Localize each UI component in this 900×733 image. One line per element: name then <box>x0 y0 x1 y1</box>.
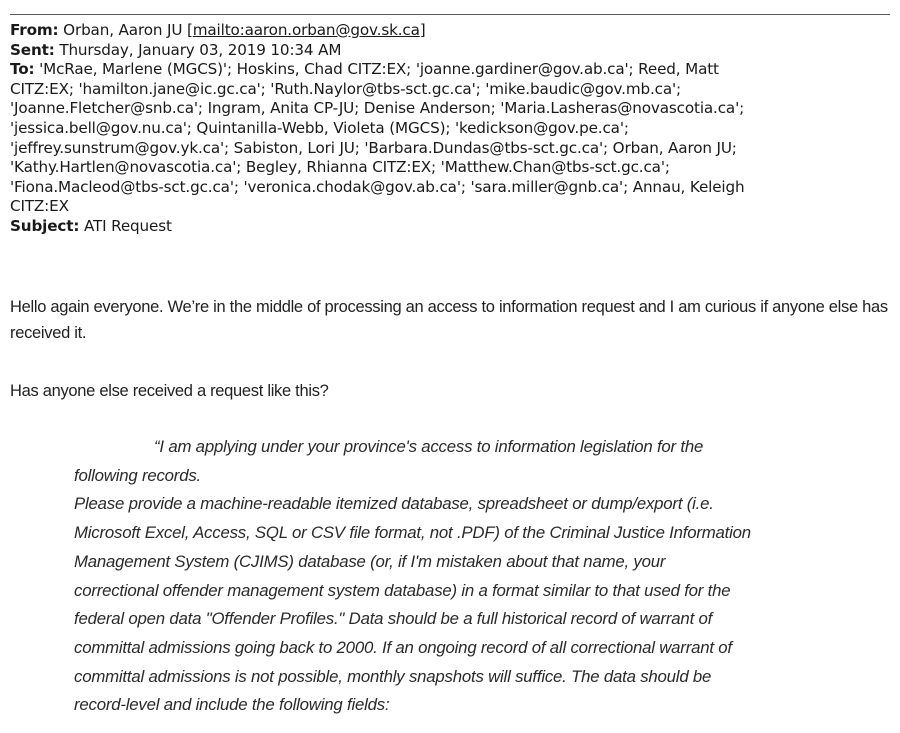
header-divider <box>10 14 890 15</box>
from-row <box>10 21 890 41</box>
to-row <box>10 60 890 217</box>
subject-row <box>10 217 890 237</box>
quote-line: following records. <box>74 465 201 485</box>
quote-line: correctional offender management system database) in a format similar to that used for the <box>74 580 731 600</box>
sent-row <box>10 41 890 61</box>
to-recipients-line: 'jeffrey.sunstrum@gov.yk.ca'; Sabiston, Lori JU; 'Barbara.Dundas@tbs-sct.gc.ca'; Orban, Aaron JU; <box>10 138 737 157</box>
quoted-request <box>74 433 890 720</box>
bracket-open: [ <box>182 21 193 39</box>
quote-line: Management System (CJIMS) database (or, if I'm mistaken about that name, your <box>74 551 666 571</box>
sent-label: Sent: <box>10 40 55 59</box>
from-label: From: <box>10 21 59 39</box>
quote-line: federal open data "Offender Profiles." Data should be a full historical record of warrant of <box>74 609 713 629</box>
bracket-close: ] <box>419 21 426 39</box>
quote-line: “I am applying under your province's access to information legislation for the <box>154 437 704 456</box>
to-recipients-line: 'McRae, Marlene (MGCS)'; Hoskins, Chad CITZ:EX; 'joanne.gardiner@gov.ab.ca'; Reed, Matt <box>39 60 719 79</box>
to-recipients-line: 'Kathy.Hartlen@novascotia.ca'; Begley, Rhianna CITZ:EX; 'Matthew.Chan@tbs-sct.gc.ca'; <box>10 158 670 177</box>
body-paragraph-intro: Hello again everyone. We’re in the middle of processing an access to information request and I am curious if anyone else has received it. <box>10 298 888 342</box>
to-recipients-line: CITZ:EX <box>10 197 69 216</box>
email-header <box>10 21 890 237</box>
sent-value: Thursday, January 03, 2019 10:34 AM <box>59 40 342 59</box>
to-label: To: <box>10 60 35 79</box>
quote-line: Please provide a machine-readable itemized database, spreadsheet or dump/export (i.e. <box>74 494 714 514</box>
subject-label: Subject: <box>10 216 80 235</box>
body-paragraph-question: Has anyone else received a request like this? <box>10 382 329 400</box>
subject-value: ATI Request <box>83 216 172 235</box>
quote-line: Microsoft Excel, Access, SQL or CSV file format, not .PDF) of the Criminal Justice Information <box>74 523 751 543</box>
to-recipients-line: CITZ:EX; 'hamilton.jane@ic.gc.ca'; 'Ruth.Naylor@tbs-sct.gc.ca'; 'mike.baudic@gov.mb.ca'; <box>10 79 682 98</box>
to-recipients-line: 'Joanne.Fletcher@snb.ca'; Ingram, Anita CP-JU; Denise Anderson; 'Maria.Lasheras@novascotia.ca'; <box>10 99 745 118</box>
quote-line: committal admissions is not possible, monthly snapshots will suffice. The data should be <box>74 666 712 686</box>
to-recipients-line: 'Fiona.Macleod@tbs-sct.gc.ca'; 'veronica.chodak@gov.ab.ca'; 'sara.miller@gnb.ca'; Annau, Keleigh <box>10 177 745 196</box>
to-recipients-line: 'jessica.bell@gov.nu.ca'; Quintanilla-Webb, Violeta (MGCS); 'kedickson@gov.pe.ca'; <box>10 118 629 137</box>
quote-line: record-level and include the following fields: <box>74 695 390 715</box>
from-name: Orban, Aaron JU <box>63 21 183 39</box>
quote-line: committal admissions going back to 2000. If an ongoing record of all correctional warrant of <box>74 637 732 657</box>
from-mailto-link[interactable]: mailto:aaron.orban@gov.sk.ca <box>192 21 420 39</box>
